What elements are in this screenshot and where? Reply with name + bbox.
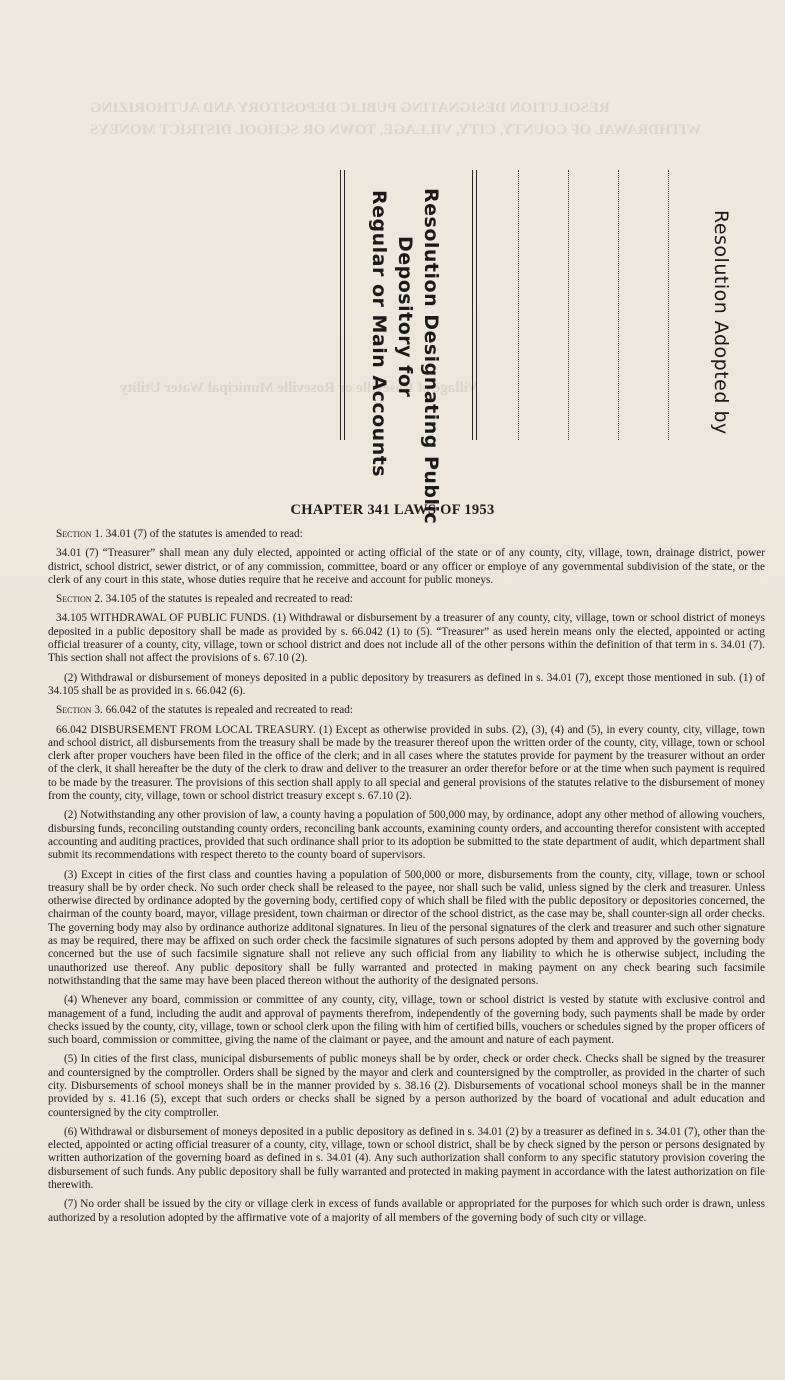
cover-rule: [344, 170, 345, 440]
cover-rule: [472, 170, 473, 440]
paragraph: (7) No order shall be issued by the city or village clerk in excess of funds available or appropriated for the purposes for which such order is drawn, unless authorized by a resolution adopted by the affirmative vote of a majority of all members of the governing body of such city or village.: [48, 1198, 765, 1224]
section-label: Section 2.: [56, 593, 103, 606]
cover-dotted-line: [618, 170, 619, 440]
cover-rule: [340, 170, 341, 440]
cover-dotted-line: [518, 170, 519, 440]
show-through-text: Village of Roseville or Roseville Municipal Water Utility: [120, 380, 479, 396]
cover-title-line-2: Depository for: [394, 236, 416, 398]
show-through-text: RESOLUTION DESIGNATING PUBLIC DEPOSITORY AND AUTHORIZING: [90, 100, 610, 116]
paragraph: (6) Withdrawal or disbursement of moneys deposited in a public depository as defined in s. 34.01 (2) by a treasurer as defined in s. 34.01 (7), other than the elected, appointed or acting official treasurer of a county, city, village, town or school district, shall be by check signed by the person or persons designated by written authorization of the governing board as defined in s. 34.01 (4). Any such authorization shall conform to any specific statutory provision covering the disbursement of such funds. Any public depository shall be fully warranted and protected in making payment in accordance with the latest authorization on file therewith.: [48, 1125, 765, 1192]
section-label: Section 1.: [56, 528, 103, 540]
section-label: Section 3.: [56, 704, 103, 717]
section-heading: Section 3. 66.042 of the statutes is repealed and recreated to read:: [56, 704, 354, 717]
cover-title-line-3: Regular or Main Accounts: [368, 190, 390, 478]
section-heading: Section 2. 34.105 of the statutes is repealed and recreated to read:: [56, 593, 354, 606]
section-heading: Section 1. 34.01 (7) of the statutes is amended to read:: [56, 528, 303, 540]
cover-title-line-1: Resolution Designating Public: [420, 188, 442, 525]
chapter-title: CHAPTER 341 LAWS OF 1953: [290, 502, 495, 518]
paragraph: 34.01 (7) “Treasurer” shall mean any duly elected, appointed or acting official of the state or of any county, city, village, town, drainage district, power district, school district, sewer district, or of any commission, committee, board or any officer or employe of any governmental subdivision of the state, or the clerk of any court in this state, whose duties require that he receive and account for public moneys.: [48, 547, 765, 586]
cover-rule: [476, 170, 477, 440]
cover-adopted-by: Resolution Adopted by: [710, 210, 732, 435]
cover-dotted-line: [668, 170, 669, 440]
paragraph: (4) Whenever any board, commission or committee of any county, city, village, town or school district is vested by statute with exclusive control and management of a fund, including the audit and approval of payments therefrom, independently of the governing body, such payments shall be made by order checks issued by the county, city, village, town or school clerk upon the filing with him of certified bills, vouchers or schedules signed by the proper officers of such board, commission or committee, giving the name of the claimant or payee, and the amount and nature of each payment.: [48, 994, 765, 1047]
cover-dotted-line: [568, 170, 569, 440]
paragraph: (3) Except in cities of the first class and counties having a population of 500,000 or more, disbursements from the county, city, village, town or school treasury shall be by order check. No such order check shall be released to the payee, nor shall such be valid, unless signed by the clerk and treasurer. Unless otherwise directed by ordinance adopted by the governing body, certified copy of which shall be filed with the public depository or depositories concerned, the chairman of the county board, mayor, village president, town chairman or director of the school district, as the case may be, shall counter-sign all order checks. The governing body may also by ordinance authorize additonal signatures. In lieu of the personal signatures of the clerk and treasurer and such other signature as may be required, there may be affixed on such order check the facsimile signatures of such persons adopted by them and approved by the governing body concerned but the use of such facsimile signature shall not relieve any such official from any liability to which he is otherwise subject, including the unauthorized use thereof. Any public depository shall be fully warranted and protected in making payment on any check bearing such facsimile notwithstanding that the same may have been placed thereon without the authority of the designated persons.: [48, 868, 765, 987]
paragraph: 66.042 DISBURSEMENT FROM LOCAL TREASURY. (1) Except as otherwise provided in subs. (2), (3), (4) and (5), in every county, city, village, town and school district, all disbursements from the treasury shall be made by the treasurer thereof upon the written order of the county, city, village, town or school clerk after proper vouchers have been filed in the office of the clerk; and in all cases where the statutes provide for payment by the treasurer without an order of the clerk, it shall hereafter be the duty of the clerk to draw and deliver to the treasurer an order therefor before or at the time when such payment is required to be made by the treasurer. The provisions of this section shall apply to all special and general provisions of the statutes relative to the disbursement of money from the county, city, village, town or school district treasury except s. 67.10 (2).: [48, 723, 765, 803]
paragraph: (2) Notwithstanding any other provision of law, a county having a population of 500,000 may, by ordinance, adopt any other method of allowing vouchers, disbursing funds, reconciling outstanding county orders, reconciling bank accounts, examining county orders, and accounting therefor consistent with accepted accounting and auditing practices, provided that such ordinance shall prior to its adoption be submitted to the state department of audit, which department shall submit its recommendations with respect thereto to the county board of supervisors.: [48, 809, 765, 862]
paragraph: (2) Withdrawal or disbursement of moneys deposited in a public depository by treasurers as defined in s. 34.01 (7), except those mentioned in sub. (1) of 34.105 shall be as provided in s. 66.042 (6).: [48, 671, 765, 697]
paragraph: 34.105 WITHDRAWAL OF PUBLIC FUNDS. (1) Withdrawal or disbursement by a treasurer of any county, city, village, town or school district of moneys deposited in a public depository shall be made as provided by s. 66.042 (1) to (5). “Treasurer” as used herein means only the elected, appointed or acting official treasurer of a county, city, village, town or school district and does not include all of the other persons within the definition of that term in s. 34.01 (7). This section shall not affect the provisions of s. 67.10 (2).: [48, 612, 765, 665]
paragraph: (5) In cities of the first class, municipal disbursements of public moneys shall be by order, check or order check. Checks shall be signed by the treasurer and countersigned by the comptroller. Orders shall be signed by the mayor and clerk and countersigned by the comptroller, as provided in the charter of such city. Disbursements of school moneys shall be in the manner provided by s. 38.16 (2). Disbursements of vocational school moneys shall be in the manner provided by s. 41.16 (5), except that such orders or checks shall be signed by a person authorized by the board of vocational and adult education and countersigned by the city comptroller.: [48, 1053, 765, 1119]
statute-text: [48, 528, 765, 1231]
show-through-text: WITHDRAWAL OF COUNTY, CITY, VILLAGE, TOWN OR SCHOOL DISTRICT MONEYS: [90, 122, 702, 138]
